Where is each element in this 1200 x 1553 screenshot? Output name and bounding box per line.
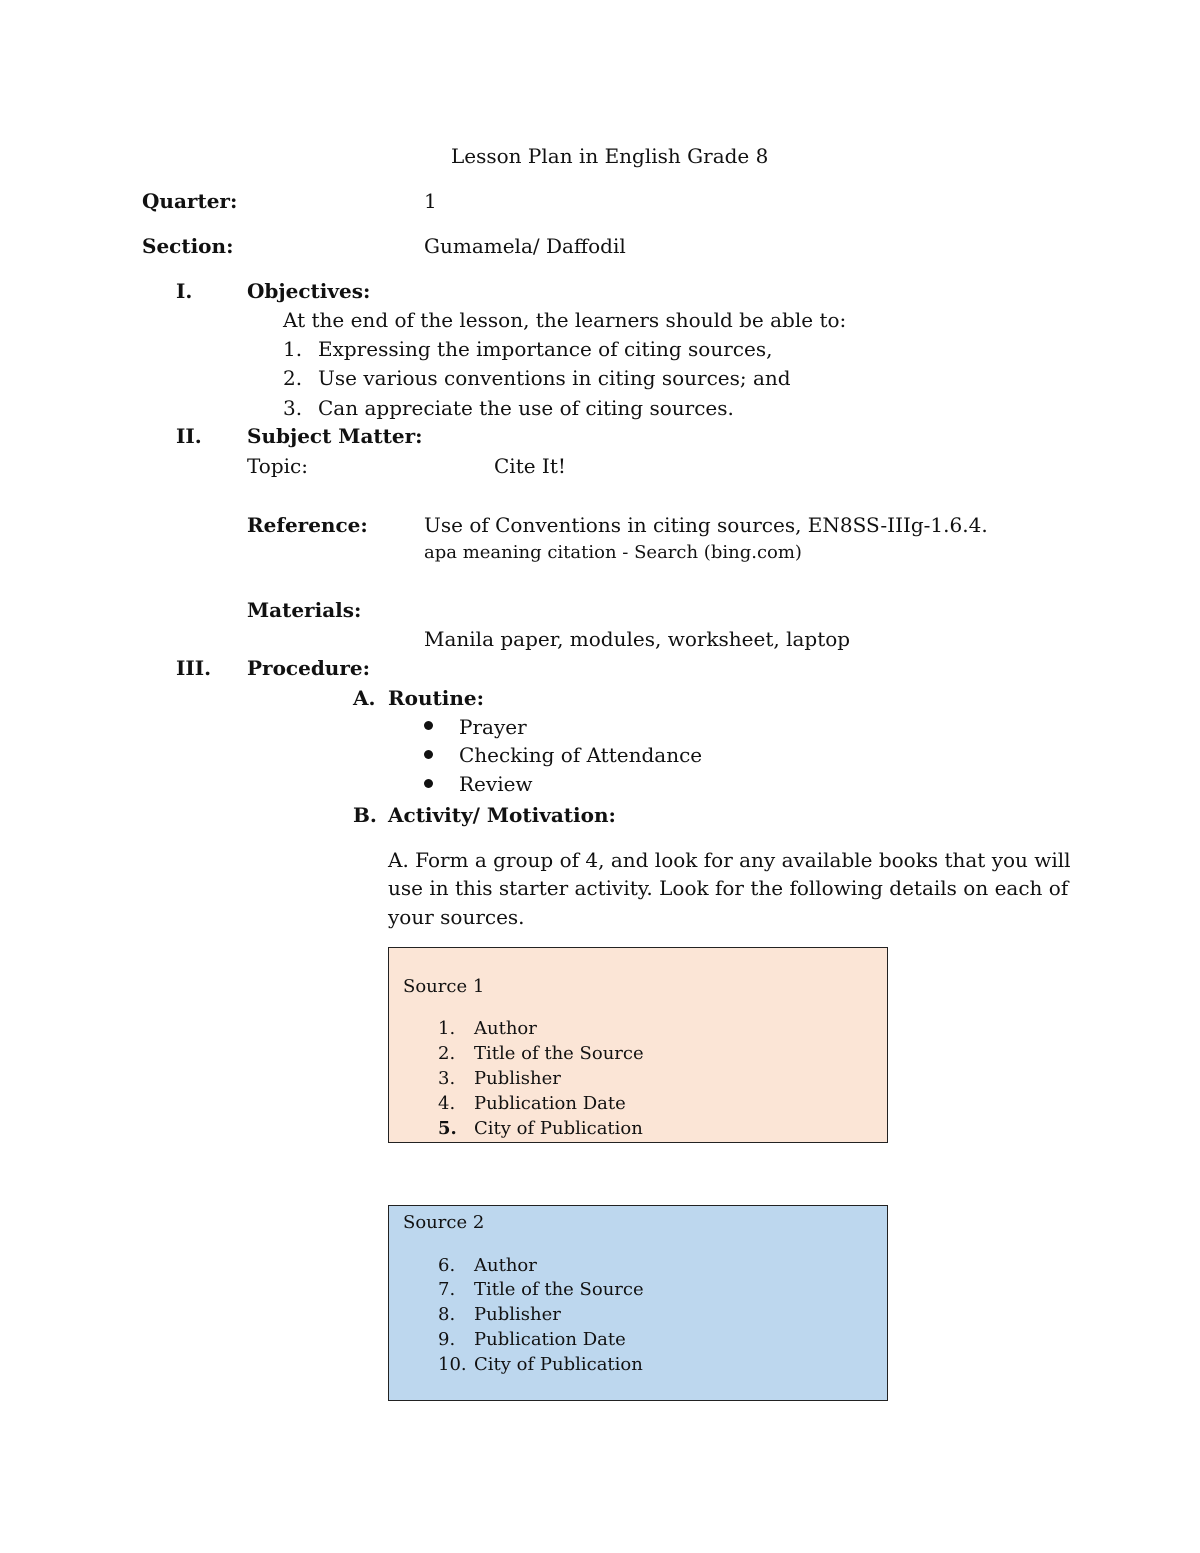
materials-label: Materials: (247, 598, 362, 622)
source-item-num: 2. (438, 1043, 456, 1064)
bullet-icon (424, 721, 433, 730)
objective-num: 1. (283, 337, 303, 361)
objective-text: Expressing the importance of citing sources, (318, 337, 773, 361)
activity-paragraph-line: use in this starter activity. Look for the following details on each of (388, 876, 1069, 900)
source-item-text: Publisher (474, 1068, 561, 1089)
objective-text: Can appreciate the use of citing sources. (318, 396, 734, 420)
objective-num: 2. (283, 366, 303, 390)
bullet-icon (424, 750, 433, 759)
objectives-numeral: I. (176, 279, 193, 303)
source-item-text: Title of the Source (474, 1279, 644, 1300)
source-item-text: Publication Date (474, 1329, 626, 1350)
subject-matter-numeral: II. (176, 424, 202, 448)
objective-text: Use various conventions in citing sources; and (318, 366, 791, 390)
source-2-box (388, 1205, 888, 1401)
source-item-num: 5. (438, 1118, 457, 1139)
subject-matter-heading: Subject Matter: (247, 424, 423, 448)
source-item-num: 8. (438, 1304, 456, 1325)
source-item-num: 4. (438, 1093, 456, 1114)
source-1-box (388, 947, 888, 1143)
quarter-label: Quarter: (142, 189, 238, 213)
source-item-num: 6. (438, 1255, 456, 1276)
bullet-icon (424, 779, 433, 788)
activity-paragraph-line: A. Form a group of 4, and look for any available books that you will (388, 848, 1071, 872)
page-title: Lesson Plan in English Grade 8 (451, 144, 769, 168)
source-item-text: Title of the Source (474, 1043, 644, 1064)
section-value: Gumamela/ Daffodil (424, 234, 626, 258)
routine-item: Prayer (459, 715, 527, 739)
source-item-num: 9. (438, 1329, 456, 1350)
objectives-intro: At the end of the lesson, the learners should be able to: (283, 308, 847, 332)
objective-num: 3. (283, 396, 303, 420)
topic-value: Cite It! (494, 454, 566, 478)
source-item-text: City of Publication (474, 1118, 643, 1139)
source-item-num: 10. (438, 1354, 467, 1375)
source-1-title: Source 1 (403, 976, 485, 997)
routine-heading: Routine: (388, 686, 484, 710)
routine-item: Checking of Attendance (459, 743, 703, 767)
source-item-num: 7. (438, 1279, 456, 1300)
activity-heading: Activity/ Motivation: (388, 803, 616, 827)
reference-label: Reference: (247, 513, 368, 537)
materials-value: Manila paper, modules, worksheet, laptop (424, 627, 851, 651)
objectives-heading: Objectives: (247, 279, 371, 303)
source-item-text: Author (474, 1018, 537, 1039)
activity-letter: B. (353, 803, 377, 827)
source-item-num: 1. (438, 1018, 456, 1039)
section-label: Section: (142, 234, 234, 258)
reference-value: Use of Conventions in citing sources, EN8SS-IIIg-1.6.4. (424, 513, 988, 537)
source-item-text: Author (474, 1255, 537, 1276)
source-item-num: 3. (438, 1068, 456, 1089)
procedure-heading: Procedure: (247, 656, 370, 680)
source-item-text: Publication Date (474, 1093, 626, 1114)
source-2-title: Source 2 (403, 1212, 485, 1233)
procedure-numeral: III. (176, 656, 212, 680)
routine-letter: A. (353, 686, 376, 710)
reference-link[interactable]: apa meaning citation - Search (bing.com) (424, 542, 802, 563)
quarter-value: 1 (424, 189, 437, 213)
source-item-text: City of Publication (474, 1354, 643, 1375)
source-item-text: Publisher (474, 1304, 561, 1325)
topic-label: Topic: (247, 454, 308, 478)
activity-paragraph-line: your sources. (388, 905, 525, 929)
routine-item: Review (459, 772, 533, 796)
